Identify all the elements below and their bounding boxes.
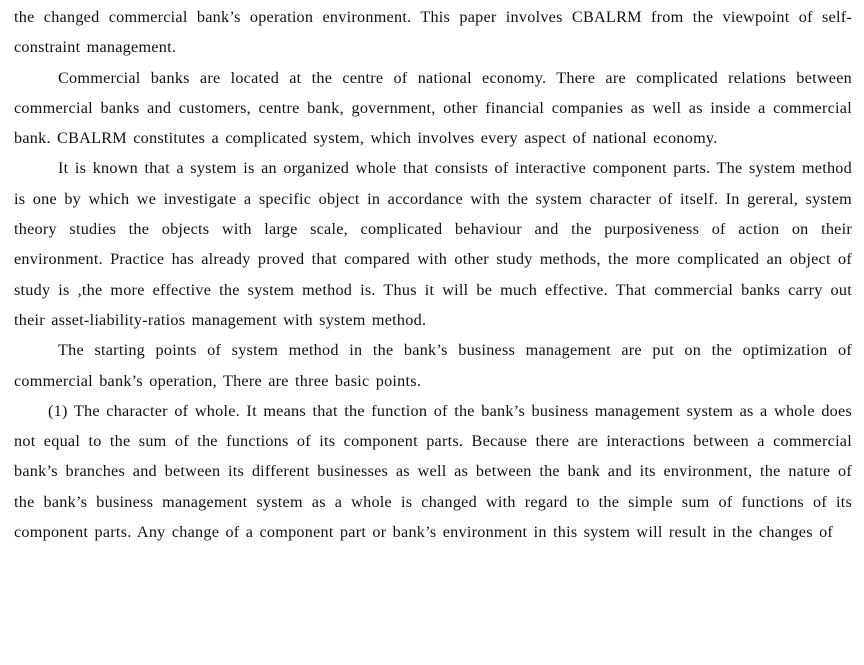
document-page (14, 2, 852, 547)
paragraph-system-method: It is known that a system is an organized whole that consists of interactive component parts. The system method is one by which we investigate a specific object in accordance with the system character of itself. In gereral, system theory studies the objects with large scale, complicated behaviour and the purposiveness of action on their environment. Practice has already proved that compared with other study methods, the more complicated an object of study is ,the more effective the system method is. Thus it will be much effective. That commercial banks carry out their asset-liability-ratios management with system method. (14, 159, 852, 329)
paragraph-starting-points: The starting points of system method in the bank’s business management are put on the optimization of commercial bank’s operation, There are three basic points. (14, 341, 852, 390)
paragraph-operation-environment: the changed commercial bank’s operation environment. This paper involves CBALRM from the viewpoint of self-constraint management. (14, 8, 852, 57)
paragraph-character-of-whole: (1) The character of whole. It means that the function of the bank’s business management system as a whole does not equal to the sum of the functions of its component parts. Because there are interactions between a commercial bank’s branches and between its different businesses as well as between the bank and its environment, the nature of the bank’s business management system as a whole is changed with regard to the simple sum of functions of its component parts. Any change of a component part or bank’s environment in this system will result in the changes of (14, 401, 852, 542)
paragraph-national-economy: Commercial banks are located at the centre of national economy. There are complicated relations between commercial banks and customers, centre bank, government, other financial companies as well as inside a commercial bank. CBALRM constitutes a complicated system, which involves every aspect of national economy. (14, 68, 852, 148)
